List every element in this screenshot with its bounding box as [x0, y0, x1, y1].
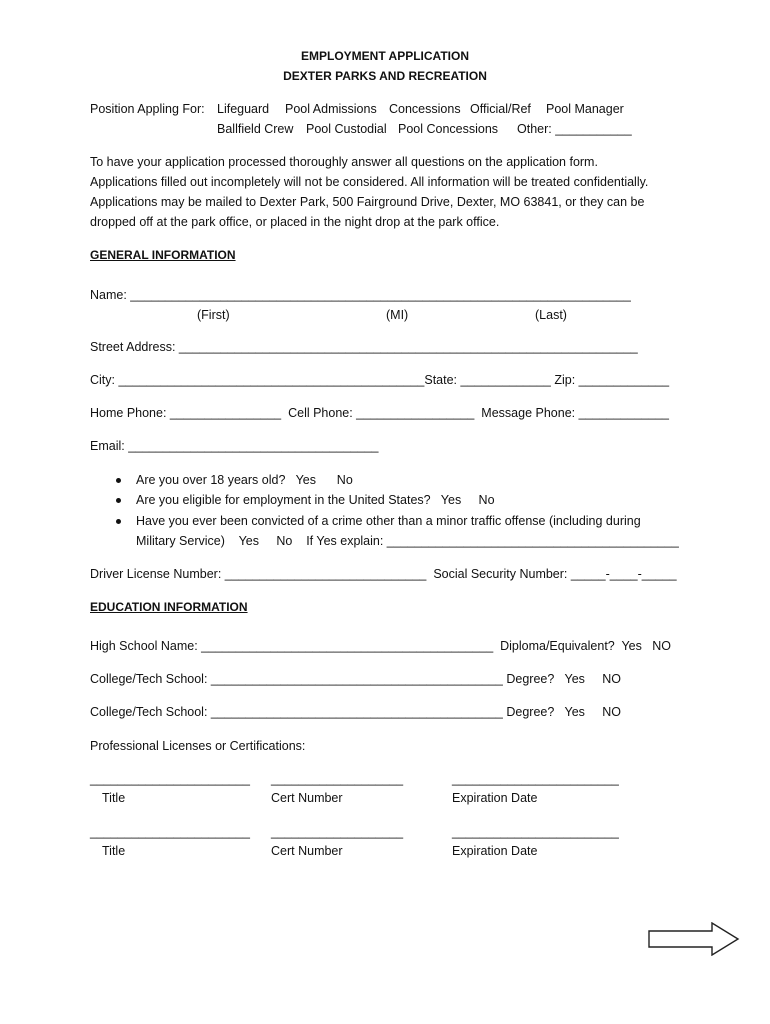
- instruction-line: Applications filled out incompletely will not be considered. All information will be treated confidentially.: [90, 175, 649, 189]
- cert-title-line[interactable]: _______________________: [90, 772, 250, 786]
- city-state-zip-field[interactable]: City: ____________________________________________State: _____________ Zip: _____________: [90, 373, 670, 387]
- bullet-icon: [116, 498, 121, 503]
- conviction-question[interactable]: Have you ever been convicted of a crime other than a minor traffic offense (including during: [136, 514, 641, 528]
- college-field-2[interactable]: College/Tech School: __________________________________________ Degree? Yes NO: [90, 705, 622, 719]
- middle-initial-label: (MI): [386, 308, 409, 322]
- education-heading: EDUCATION INFORMATION: [90, 600, 248, 614]
- cert-number-line[interactable]: ___________________: [271, 772, 404, 786]
- street-address-field[interactable]: Street Address: __________________________________________________________________: [90, 340, 638, 354]
- instruction-line: dropped off at the park office, or placed in the night drop at the park office.: [90, 215, 500, 229]
- age-question[interactable]: Are you over 18 years old? Yes No: [136, 473, 353, 487]
- last-name-label: (Last): [535, 308, 567, 322]
- cert-expiration-label: Expiration Date: [452, 791, 538, 805]
- cert-number-label: Cert Number: [271, 844, 343, 858]
- position-other-field[interactable]: Other: ___________: [517, 122, 632, 136]
- phone-fields[interactable]: Home Phone: ________________ Cell Phone: _________________ Message Phone: _____________: [90, 406, 669, 420]
- position-option[interactable]: Official/Ref: [470, 102, 531, 116]
- position-label: Position Appling For:: [90, 102, 205, 116]
- high-school-field[interactable]: High School Name: __________________________________________ Diploma/Equivalent? Yes NO: [90, 639, 672, 653]
- cert-number-label: Cert Number: [271, 791, 343, 805]
- cert-expiration-line[interactable]: ________________________: [452, 825, 619, 839]
- cert-expiration-line[interactable]: ________________________: [452, 772, 619, 786]
- cert-expiration-label: Expiration Date: [452, 844, 538, 858]
- license-ssn-fields[interactable]: Driver License Number: _____________________________ Social Security Number: _____-____-_____: [90, 567, 677, 581]
- cert-number-line[interactable]: ___________________: [271, 825, 404, 839]
- form-subtitle: DEXTER PARKS AND RECREATION: [283, 69, 487, 83]
- position-option[interactable]: Pool Admissions: [285, 102, 377, 116]
- instruction-line: To have your application processed thoroughly answer all questions on the application form.: [90, 155, 598, 169]
- college-field-1[interactable]: College/Tech School: __________________________________________ Degree? Yes NO: [90, 672, 622, 686]
- email-field[interactable]: Email: ____________________________________: [90, 439, 379, 453]
- position-option[interactable]: Pool Custodial: [306, 122, 387, 136]
- bullet-icon: [116, 478, 121, 483]
- instruction-line: Applications may be mailed to Dexter Park, 500 Fairground Drive, Dexter, MO 63841, or they can be: [90, 195, 645, 209]
- cert-title-line[interactable]: _______________________: [90, 825, 250, 839]
- cert-title-label: Title: [102, 844, 126, 858]
- cert-title-label: Title: [102, 791, 126, 805]
- position-option[interactable]: Concessions: [389, 102, 461, 116]
- bullet-icon: [116, 519, 121, 524]
- position-option[interactable]: Ballfield Crew: [217, 122, 294, 136]
- position-option[interactable]: Pool Manager: [546, 102, 624, 116]
- position-option[interactable]: Pool Concessions: [398, 122, 499, 136]
- eligibility-question[interactable]: Are you eligible for employment in the United States? Yes No: [136, 493, 495, 507]
- position-option[interactable]: Lifeguard: [217, 102, 270, 116]
- licenses-label: Professional Licenses or Certifications:: [90, 739, 306, 753]
- form-title: EMPLOYMENT APPLICATION: [301, 49, 469, 63]
- next-page-arrow-icon[interactable]: [648, 922, 740, 956]
- first-name-label: (First): [197, 308, 230, 322]
- name-field[interactable]: Name: ________________________________________________________________________: [90, 288, 631, 302]
- conviction-explain-field[interactable]: Military Service) Yes No If Yes explain: __________________________________________: [136, 534, 679, 548]
- general-info-heading: GENERAL INFORMATION: [90, 248, 236, 262]
